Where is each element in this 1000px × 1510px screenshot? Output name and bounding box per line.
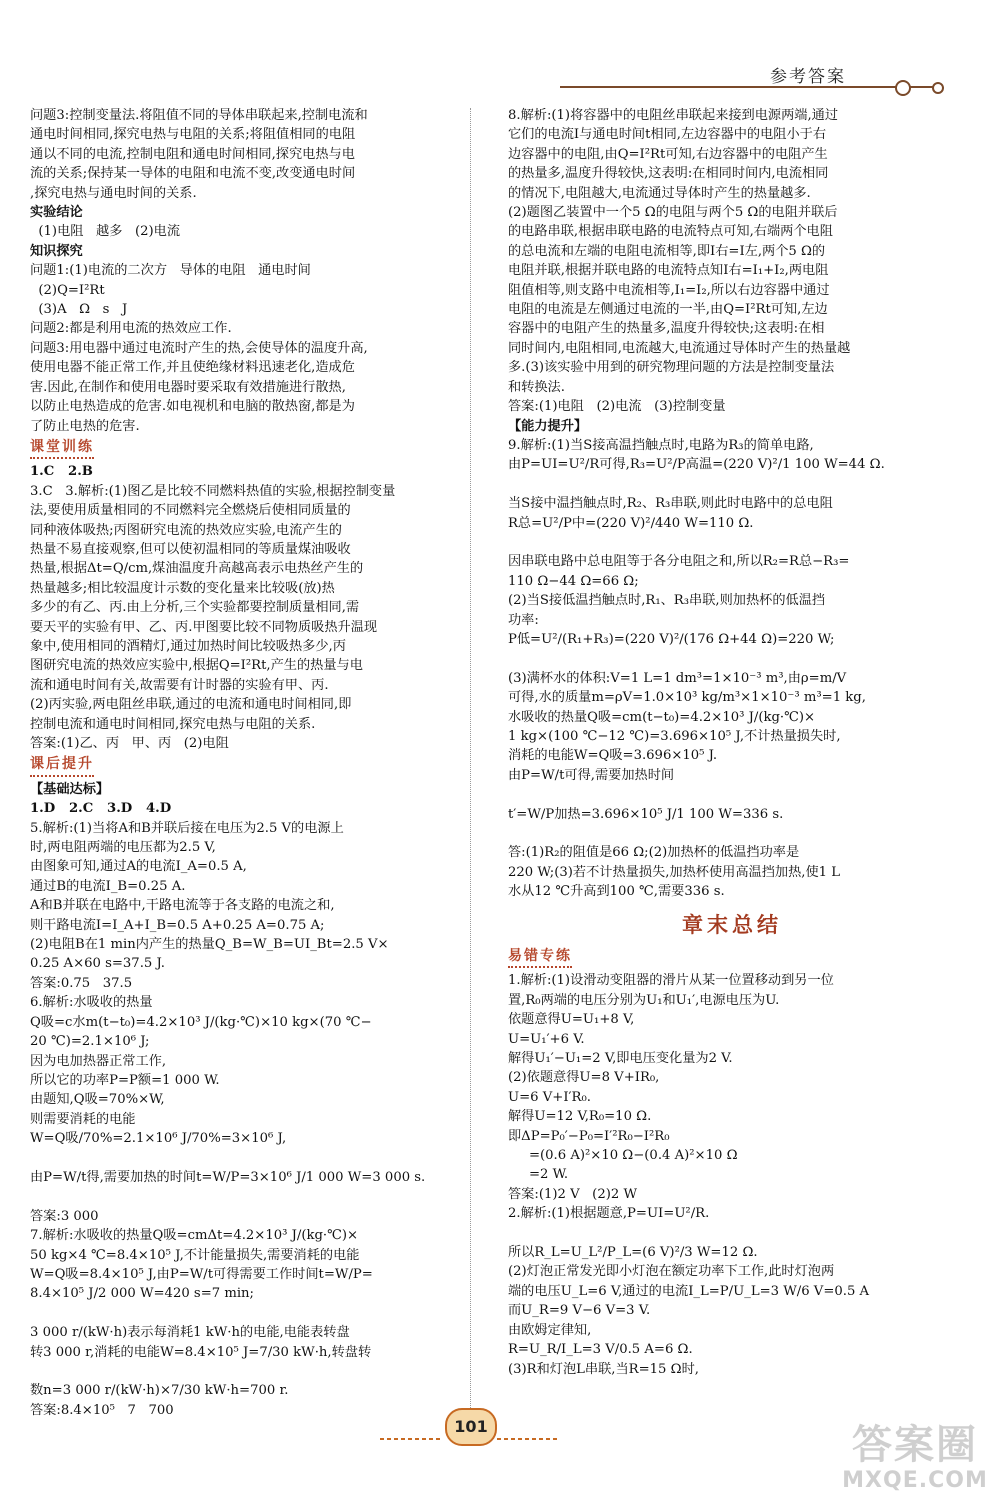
- text-line: 7.解析:水吸收的热量Q吸=cmΔt=4.2×10³ J/(kg·℃)×: [30, 1228, 359, 1244]
- text-line: 通以不同的电流,控制电阻和通电时间相同,探究电热与电: [30, 146, 355, 162]
- text-line: ,探究电热与通电时间的关系.: [30, 185, 197, 201]
- text-line: 多少的有乙、丙.由上分析,三个实验都要控制质量相同,需: [30, 600, 360, 616]
- text-line: 3 000 r/(kW·h)表示每消耗1 kW·h的电能,电能表转盘: [30, 1325, 350, 1341]
- text-line: (2)丙实验,两电阻丝串联,通过的电流和通电时间相同,即: [30, 697, 352, 713]
- text-line: 同种液体吸热;丙图研究电流的热效应实验,电流产生的: [30, 522, 342, 538]
- text-line: [508, 785, 956, 804]
- text-line: 【基础达标】: [30, 781, 110, 797]
- footer-rule-left: [380, 1438, 442, 1440]
- text-line: 答案:(1)乙、丙 甲、丙 (2)电阻: [30, 736, 229, 751]
- text-line: =2 W.: [508, 1167, 569, 1183]
- text-line: W=Q吸/70%=2.1×10⁶ J/70%=3×10⁶ J,: [30, 1131, 287, 1147]
- text-line: 9.解析:(1)当S接高温挡触点时,电路为R₃的简单电路,: [508, 437, 814, 453]
- text-line: [30, 1362, 458, 1381]
- text-line: A和B并联在电路中,干路电流等于各支路的电流之和,: [30, 898, 335, 914]
- text-line: t′=W/P加热=3.696×10⁵ J/1 100 W=336 s.: [508, 806, 784, 822]
- text-line: 1.C 2.B: [30, 464, 93, 480]
- text-line: 50 kg×4 ℃=8.4×10⁵ J,不计能量损失,需要消耗的电能: [30, 1247, 360, 1263]
- text-line: 时,两电阻两端的电压都为2.5 V,: [30, 840, 216, 856]
- text-line: 使用电器不能正常工作,并且使绝缘材料迅速老化,造成危: [30, 360, 355, 376]
- text-line: 由图象可知,通过A的电流I_A=0.5 A,: [30, 859, 247, 875]
- text-line: 问题1:(1)电流的二次方 导体的电阻 通电时间: [30, 263, 311, 279]
- text-line: 知识探究: [30, 243, 83, 259]
- text-line: 而U_R=9 V−6 V=3 V.: [508, 1303, 651, 1319]
- text-line: 答案:(1)电阻 (2)电流 (3)控制变量: [508, 399, 726, 415]
- watermark-url: MXQE.COM: [842, 1468, 988, 1493]
- text-line: 因串联电路中总电阻等于各分电阻之和,所以R₂=R总−R₃=: [508, 554, 850, 570]
- text-line: 功率:: [508, 612, 539, 628]
- text-line: 110 Ω−44 Ω=66 Ω;: [508, 573, 639, 589]
- chapter-summary-title: 章末总结: [682, 912, 782, 937]
- text-line: 热量越多;相比较温度计示数的变化量来比较吸(放)热: [30, 580, 335, 596]
- text-line: 答案:0.75 37.5: [30, 975, 133, 991]
- text-line: 热量不易直接观察,但可以使初温相同的等质量煤油吸收: [30, 541, 351, 557]
- section-heading: 课堂训练: [30, 438, 94, 459]
- text-line: P低=U²/(R₁+R₃)=(220 V)²/(176 Ω+44 Ω)=220 W;: [508, 631, 835, 647]
- watermark-title: 答案圈: [852, 1422, 978, 1468]
- text-line: 由P=W/t得,需要加热的时间t=W/P=3×10⁶ J/1 000 W=3 000 s.: [30, 1169, 426, 1185]
- text-line: 1 kg×(100 ℃−12 ℃)=3.696×10⁵ J,不计热量损失时,: [508, 728, 841, 744]
- text-line: (2)电阻B在1 min内产生的热量Q_B=W_B=UI_Bt=2.5 V×: [30, 937, 389, 953]
- text-line: 2.解析:(1)根据题意,P=UI=U²/R.: [508, 1206, 710, 1222]
- text-line: 1.D 2.C 3.D 4.D: [30, 801, 172, 817]
- text-line: (3)满杯水的体积:V=1 L=1 dm³=1×10⁻³ m³,由ρ=m/V: [508, 670, 847, 686]
- text-line: 水从12 ℃升高到100 ℃,需要336 s.: [508, 884, 725, 900]
- text-line: 20 ℃)=2.1×10⁶ J;: [30, 1034, 150, 1050]
- text-line: 答案:8.4×10⁵ 7 700: [30, 1402, 174, 1418]
- header-ornament-icon: [895, 80, 911, 96]
- text-line: U=6 V+I′R₀.: [508, 1089, 591, 1105]
- page-header-title: 参考答案: [770, 67, 846, 87]
- text-line: 0.25 A×60 s=37.5 J.: [30, 956, 165, 972]
- text-line: 置,R₀两端的电压分别为U₁和U₁′,电源电压为U.: [508, 992, 780, 1008]
- text-line: 由题知,Q吸=70%×W,: [30, 1092, 165, 1108]
- text-line: 则干路电流I=I_A+I_B=0.5 A+0.25 A=0.75 A;: [30, 917, 325, 933]
- text-line: 控制电流和通电时间相同,探究电热与电阻的关系.: [30, 716, 316, 732]
- text-line: R总=U²/P中=(220 V)²/440 W=110 Ω.: [508, 515, 754, 531]
- text-line: 8.4×10⁵ J/2 000 W=420 s=7 min;: [30, 1286, 254, 1302]
- watermark-logo: [840, 1422, 990, 1502]
- text-line: 容器中的电阻产生的热量多,温度升得较快;这表明:在相: [508, 321, 825, 337]
- right-column: [508, 106, 956, 1379]
- text-line: 由欧姆定律知,: [508, 1322, 592, 1338]
- text-line: 220 W;(3)若不计热量损失,加热杯使用高温挡加热,使1 L: [508, 864, 840, 880]
- text-line: 象中,使用相同的酒精灯,通过加热时间比较吸热多少,丙: [30, 638, 346, 654]
- text-line: W=Q吸=8.4×10⁵ J,由P=W/t可得需要工作时间t=W/P=: [30, 1266, 373, 1282]
- header-rule: [560, 86, 940, 88]
- text-line: 答案:(1)2 V (2)2 W: [508, 1186, 637, 1202]
- text-line: 转3 000 r,消耗的电能W=8.4×10⁵ J=7/30 kW·h,转盘转: [30, 1344, 372, 1360]
- text-line: 【能力提升】: [508, 418, 588, 434]
- text-line: 的热量多,温度升得较快,这表明:在相同时间内,电流相同: [508, 166, 829, 182]
- text-line: 即ΔP=P₀′−P₀=I′²R₀−I²R₀: [508, 1128, 670, 1144]
- text-line: 端的电压U_L=6 V,通过的电流I_L=P/U_L=3 W/6 V=0.5 A: [508, 1283, 870, 1299]
- column-divider: [470, 108, 471, 1438]
- text-line: 同时间内,电阻相同,电流越大,电流通过导体时产生的热量越: [508, 340, 851, 356]
- text-line: (1)电阻 越多 (2)电流: [30, 224, 181, 240]
- text-line: 6.解析:水吸收的热量: [30, 995, 153, 1011]
- text-line: Q吸=c水m(t−t₀)=4.2×10³ J/(kg·℃)×10 kg×(70 ℃−: [30, 1014, 372, 1030]
- text-line: 它们的电流I与通电时间t相同,左边容器中的电阻小于右: [508, 127, 827, 143]
- text-line: 可得,水的质量m=ρV=1.0×10³ kg/m³×1×10⁻³ m³=1 kg,: [508, 690, 866, 706]
- text-line: 通过B的电流I_B=0.25 A.: [30, 878, 186, 894]
- text-line: 通电时间相同,探究电热与电阻的关系;将阻值相同的电阻: [30, 127, 356, 143]
- text-line: 由P=W/t可得,需要加热时间: [508, 767, 675, 783]
- text-line: 图研究电流的热效应实验中,根据Q=I²Rt,产生的热量与电: [30, 658, 363, 674]
- text-line: 问题3:用电器中通过电流时产生的热,会使导体的温度升高,: [30, 340, 368, 356]
- text-line: (2)题图乙装置中一个5 Ω的电阻与两个5 Ω的电阻并联后: [508, 205, 838, 221]
- text-line: [508, 1224, 956, 1243]
- text-line: 电阻并联,根据并联电路的电流特点知I右=I₁+I₂,两电阻: [508, 263, 829, 279]
- text-line: 电阻的电流是左侧通过电流的一半,由Q=I²Rt可知,左边: [508, 302, 828, 318]
- text-line: U=U₁′+6 V.: [508, 1031, 585, 1047]
- text-line: 热量,根据Δt=Q/cm,煤油温度升高越高表示电热丝产生的: [30, 561, 364, 577]
- footer-rule-right: [497, 1438, 559, 1440]
- text-line: (2)依题意得U=8 V+IR₀,: [508, 1070, 660, 1086]
- text-line: [30, 1187, 458, 1206]
- page-number: 101: [445, 1408, 497, 1446]
- text-line: 阻值相等,则支路中电流相等,I₁=I₂,所以右边容器中通过: [508, 282, 830, 298]
- text-line: 了防止电热的危害.: [30, 418, 140, 434]
- text-line: [508, 649, 956, 668]
- text-line: [508, 475, 956, 494]
- text-line: 的总电流和左端的电阻电流相等,即I右=I左,两个5 Ω的: [508, 243, 826, 259]
- text-line: 害.因此,在制作和使用电器时要采取有效措施进行散热,: [30, 379, 346, 395]
- text-line: (3)R和灯泡L串联,当R=15 Ω时,: [508, 1361, 699, 1377]
- section-heading: 课后提升: [30, 755, 94, 776]
- text-line: 3.C 3.解析:(1)图乙是比较不同燃料热值的实验,根据控制变量: [30, 483, 396, 499]
- text-line: 以防止电热造成的危害.如电视机和电脑的散热窗,都是为: [30, 399, 355, 415]
- text-line: 消耗的电能W=Q吸=3.696×10⁵ J.: [508, 748, 718, 764]
- text-line: 则需要消耗的电能: [30, 1111, 136, 1127]
- section-heading: 易错专练: [508, 947, 572, 968]
- text-line: R=U_R/I_L=3 V/0.5 A=6 Ω.: [508, 1342, 693, 1358]
- text-line: 问题3:控制变量法.将阻值不同的导体串联起来,控制电流和: [30, 108, 368, 123]
- text-line: (3)A Ω s J: [30, 302, 128, 318]
- text-line: 数n=3 000 r/(kW·h)×7/30 kW·h=700 r.: [30, 1383, 289, 1399]
- text-line: 所以它的功率P=P额=1 000 W.: [30, 1072, 220, 1088]
- text-line: (2)当S接低温挡触点时,R₁、R₃串联,则加热杯的低温挡: [508, 593, 826, 609]
- text-line: [30, 1149, 458, 1168]
- text-line: 所以R_L=U_L²/P_L=(6 V)²/3 W=12 Ω.: [508, 1245, 758, 1261]
- text-line: 因为电加热器正常工作,: [30, 1053, 167, 1069]
- text-line: 法,要使用质量相同的不同燃料完全燃烧后使相同质量的: [30, 503, 351, 519]
- text-line: 8.解析:(1)将容器中的电阻丝串联起来接到电源两端,通过: [508, 108, 839, 123]
- text-line: [508, 533, 956, 552]
- text-line: =(0.6 A)²×10 Ω−(0.4 A)²×10 Ω: [508, 1148, 738, 1164]
- text-line: 1.解析:(1)设滑动变阻器的滑片从某一位置移动到另一位: [508, 973, 834, 989]
- text-line: 实验结论: [30, 205, 83, 221]
- text-line: 多.(3)该实验中用到的研究物理问题的方法是控制变量法: [508, 360, 835, 376]
- text-line: 当S接中温挡触点时,R₂、R₃串联,则此时电路中的总电阻: [508, 496, 833, 512]
- text-line: 答:(1)R₂的阻值是66 Ω;(2)加热杯的低温挡功率是: [508, 845, 800, 861]
- text-line: (2)Q=I²Rt: [30, 282, 105, 298]
- text-line: 要天平的实验有甲、乙、丙.甲图要比较不同物质吸热升温现: [30, 619, 378, 635]
- text-line: 边容器中的电阻,由Q=I²Rt可知,右边容器中的电阻产生: [508, 146, 828, 162]
- left-column: [30, 106, 458, 1420]
- text-line: 的电路串联,根据串联电路的电流特点可知,右端两个电阻: [508, 224, 833, 240]
- text-line: 水吸收的热量Q吸=cm(t−t₀)=4.2×10³ J/(kg·℃)×: [508, 709, 816, 725]
- text-line: [508, 824, 956, 843]
- text-line: 5.解析:(1)当将A和B并联后接在电压为2.5 V的电源上: [30, 820, 344, 836]
- text-line: 流的关系;保持某一导体的电阻和电流不变,改变通电时间: [30, 166, 356, 182]
- text-line: 的情况下,电阻越大,电流通过导体时产生的热量越多.: [508, 185, 811, 201]
- text-line: (2)灯泡正常发光即小灯泡在额定功率下工作,此时灯泡两: [508, 1264, 835, 1280]
- text-line: [30, 1304, 458, 1323]
- header-ornament-icon: [932, 82, 944, 94]
- text-line: 解得U₁′−U₁=2 V,即电压变化量为2 V.: [508, 1051, 733, 1067]
- text-line: 依题意得U=U₁+8 V,: [508, 1012, 635, 1028]
- text-line: 解得U=12 V,R₀=10 Ω.: [508, 1109, 652, 1125]
- text-line: 答案:3 000: [30, 1208, 99, 1224]
- text-line: 问题2:都是利用电流的热效应工作.: [30, 321, 232, 337]
- text-line: 由P=UI=U²/R可得,R₃=U²/P高温=(220 V)²/1 100 W=44 Ω.: [508, 457, 885, 473]
- text-line: 流和通电时间有关,故需要有计时器的实验有甲、丙.: [30, 677, 329, 693]
- text-line: 和转换法.: [508, 379, 565, 395]
